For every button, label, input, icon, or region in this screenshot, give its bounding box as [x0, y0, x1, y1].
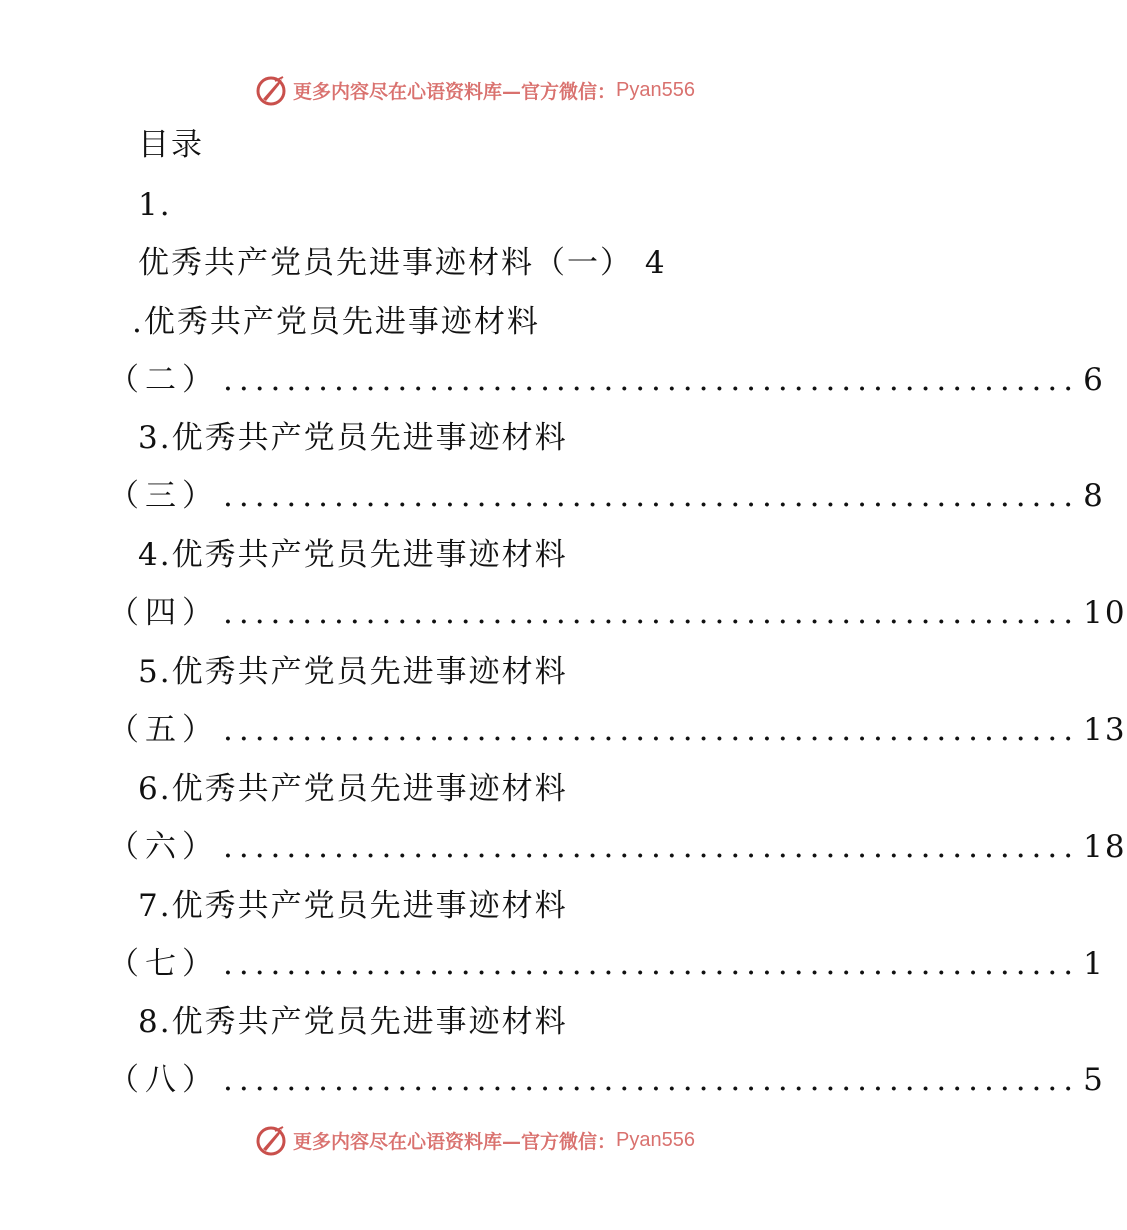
dot-leader: ......................................................: [223, 829, 1080, 865]
toc-entry-leader-row[interactable]: [108, 827, 1127, 867]
toc-entry-page: 13: [1083, 712, 1127, 748]
watermark-brand: Pyan556: [616, 1128, 695, 1151]
watermark-text: 更多内容尽在心语资料库—官方微信：: [293, 1130, 617, 1153]
toc-entry-leader-row[interactable]: [108, 593, 1127, 633]
toc-entry-title[interactable]: 8.优秀共产党员先进事迹材料: [138, 1004, 568, 1040]
toc-entry-paren: （三）: [108, 478, 219, 514]
dot-leader: ......................................................: [223, 946, 1080, 982]
toc-entry-paren: （七）: [108, 946, 219, 982]
toc-entry-page: 1: [1083, 946, 1105, 982]
header-watermark: [0, 70, 950, 110]
toc-entry-leader-row[interactable]: [108, 476, 1105, 516]
toc-entry-title[interactable]: 6.优秀共产党员先进事迹材料: [138, 771, 568, 807]
toc-entry-leader-row[interactable]: [108, 944, 1105, 984]
toc-entry-paren: （六）: [108, 829, 219, 865]
toc-entry-paren: （八）: [108, 1062, 219, 1098]
toc-entry-page: 8: [1083, 478, 1105, 514]
toc-entry-page: 10: [1083, 595, 1127, 631]
toc-entry-title[interactable]: .优秀共产党员先进事迹材料: [132, 304, 540, 340]
toc-entry-page: 6: [1083, 362, 1105, 398]
dot-leader: ......................................................: [223, 595, 1080, 631]
toc-entry-title[interactable]: 7.优秀共产党员先进事迹材料: [138, 888, 568, 924]
dot-leader: ......................................................: [223, 478, 1080, 514]
toc-entry-leader-row[interactable]: [108, 1060, 1105, 1100]
watermark-text: 更多内容尽在心语资料库—官方微信：: [293, 80, 617, 103]
toc-entry-paren: （二）: [108, 362, 219, 398]
toc-entry-1-title[interactable]: 优秀共产党员先进事迹材料（一） 4: [138, 245, 667, 281]
toc-entry-leader-row[interactable]: [108, 360, 1105, 400]
dot-leader: ......................................................: [223, 712, 1080, 748]
pen-logo-icon: [255, 1123, 289, 1157]
pen-logo-icon: [255, 73, 289, 107]
watermark-brand: Pyan556: [616, 78, 695, 101]
footer-watermark: [0, 1120, 950, 1160]
toc-entry-title[interactable]: 5.优秀共产党员先进事迹材料: [138, 654, 568, 690]
toc-entry-page: 5: [1083, 1062, 1105, 1098]
toc-entry-paren: （五）: [108, 712, 219, 748]
toc-entry-paren: （四）: [108, 595, 219, 631]
toc-heading: 目录: [138, 127, 204, 163]
dot-leader: ......................................................: [223, 1062, 1080, 1098]
toc-entry-leader-row[interactable]: [108, 710, 1127, 750]
toc-entry-title[interactable]: 3.优秀共产党员先进事迹材料: [138, 420, 568, 456]
toc-entry-1-number: 1.: [138, 187, 172, 223]
dot-leader: ......................................................: [223, 362, 1080, 398]
toc-entry-title[interactable]: 4.优秀共产党员先进事迹材料: [138, 537, 568, 573]
toc-entry-page: 18: [1083, 829, 1127, 865]
